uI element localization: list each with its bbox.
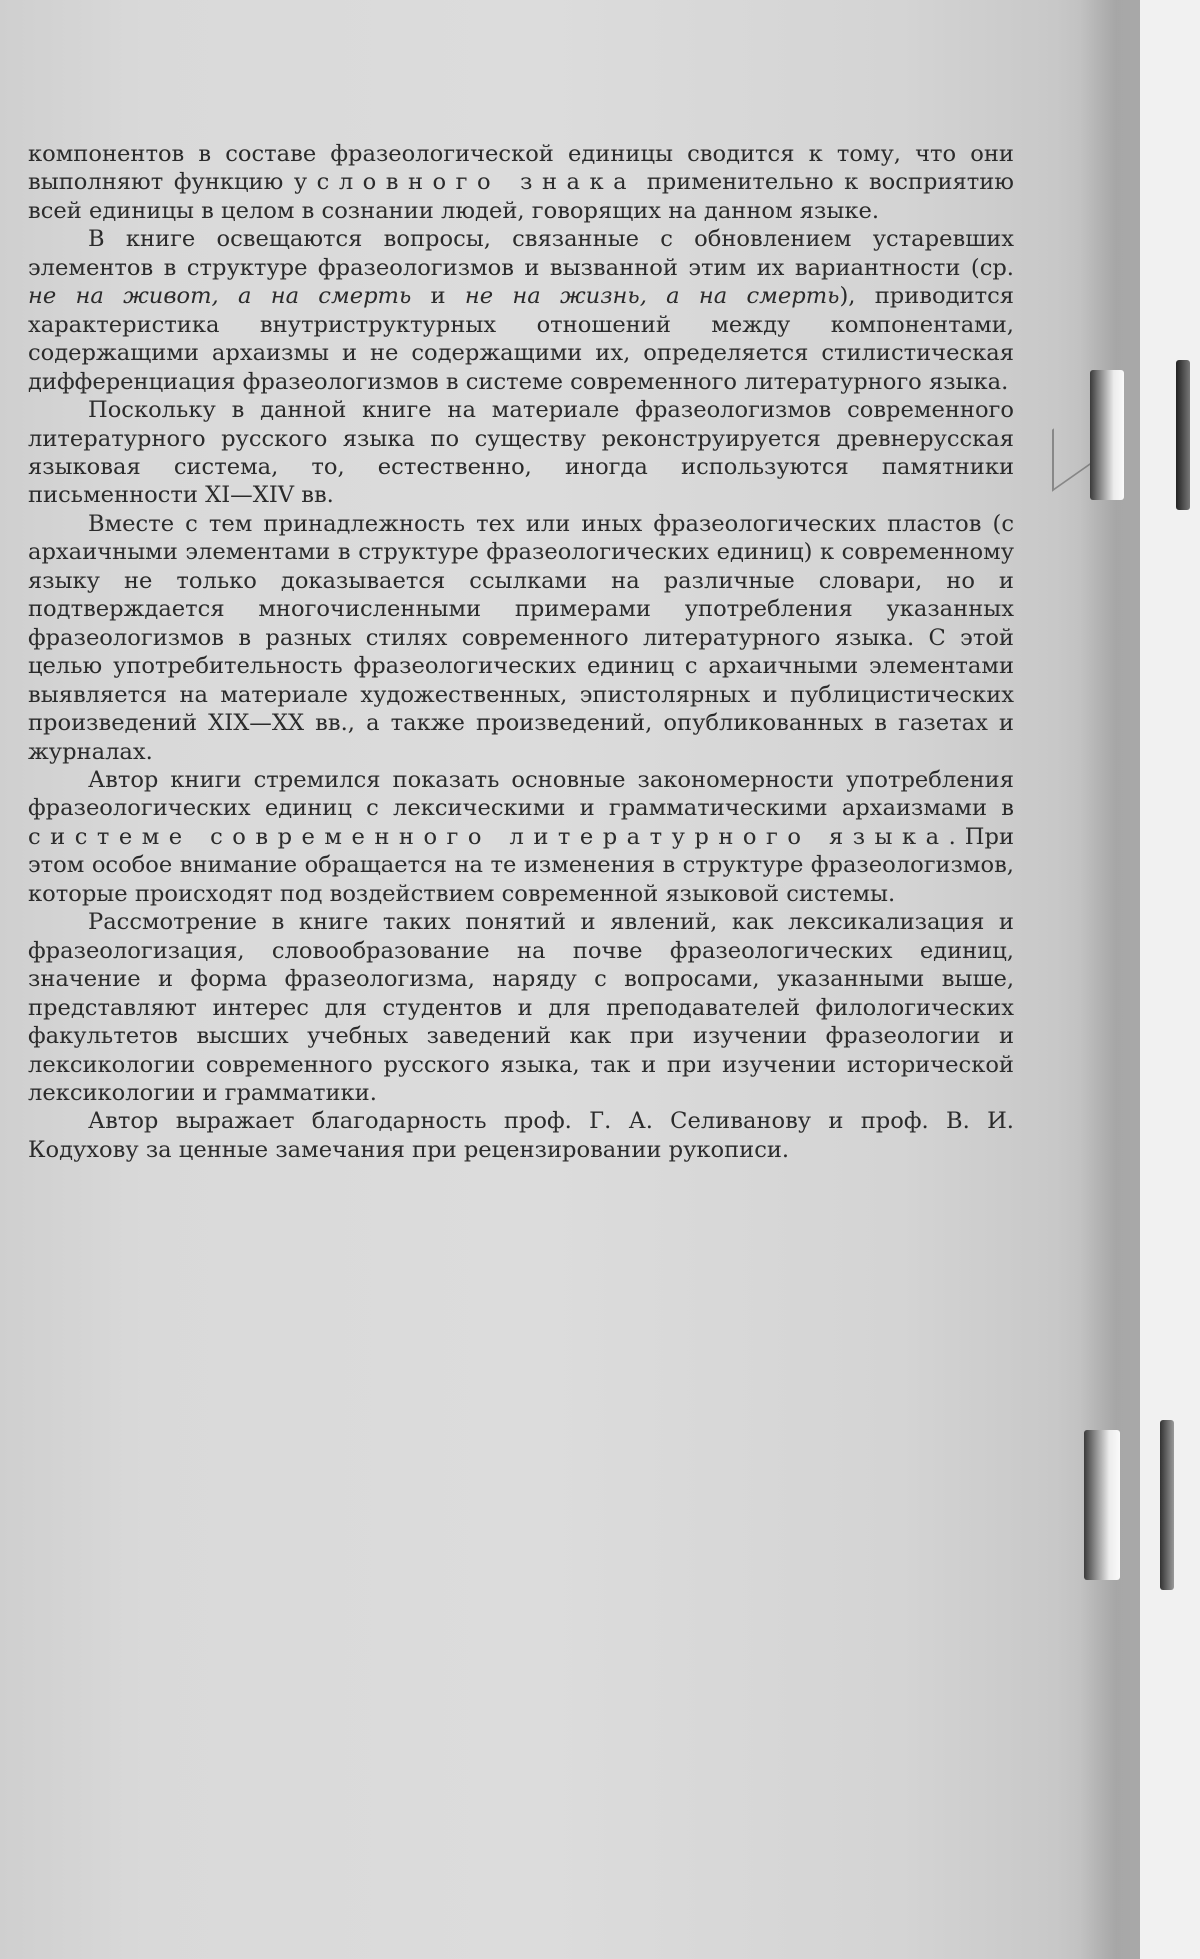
text-run: применительно к восприятию всей единицы в целом в сознании людей, говорящих на данном языке.: [28, 169, 1014, 224]
text-run: В книге освещаются вопросы, связанные с обновлением устаревших элементов в структуре фразеологизмов и вызванной этим их вариантности (ср.: [28, 226, 1014, 281]
text-run: Вместе с тем принадлежность тех или иных фразеологических пластов (с архаичными элементами в структуре фразеологических единиц) к современному языку не только доказывается ссылками на различные словари, но и подтверждается многочисленными примерами употребления указанных фразеологизмов в разных стилях современного литературного языка. С этой целью употребительность фразеологических единиц с архаичными элементами выявляется на материале художественных, эпистолярных и публицистических произведений XIX—XX вв., а также произведений, опубликованных в газетах и журналах.: [28, 510, 1014, 765]
text-run-italic: не на живот, а на смерть: [28, 283, 412, 310]
text-run: компонентов в составе фразеологической единицы сводится к тому, что они выполняют функцию: [28, 141, 1014, 196]
text-run: . При этом особое внимание обращается на те изменения в структуре фразеологизмов, которые происходят под воздействием современной языковой системы.: [28, 823, 1015, 907]
page-edge-shadow: [1080, 0, 1140, 1959]
paragraph: [28, 766, 1014, 908]
text-run-spaced: системе современного литературного языка: [28, 823, 949, 850]
body-text: [28, 140, 1014, 1164]
text-run: Рассмотрение в книге таких понятий и явлений, как лексикализация и фразеологизация, словообразование на почве фразеологических единиц, значение и форма фразеологизма, наряду с вопросами, указанными выше, представляют интерес для студентов и для преподавателей филологических факультетов высших учебных заведений как при изучении фразеологии и лексикологии современного русского языка, так и при изучении исторической лексикологии и грамматики.: [28, 909, 1014, 1106]
text-run-spaced: условного знака: [293, 169, 637, 196]
paragraph: [28, 396, 1014, 510]
binding-tab-upper: [1090, 370, 1124, 500]
text-run: ), приводится характеристика внутриструктурных отношений между компонентами, содержащими архаизмы и не содержащими их, определяется стилистическая дифференциация фразеологизмов в системе современного литературного языка.: [28, 283, 1014, 395]
paragraph: [28, 225, 1014, 396]
text-run: Поскольку в данной книге на материале фразеологизмов современного литературного русского языка по существу реконструируется древнерусская языковая система, то, естественно, иногда используются памятники письменности XI—XIV вв.: [28, 397, 1014, 509]
text-run: Автор книги стремился показать основные закономерности употребления фразеологических единиц с лексическими и грамматическими архаизмами в: [28, 766, 1014, 822]
page-edge-right: [1140, 0, 1200, 1959]
text-run: и: [411, 283, 465, 310]
binding-tab-lower-edge: [1160, 1420, 1174, 1590]
paragraph: [28, 140, 1014, 225]
paragraph: [28, 908, 1014, 1107]
binding-tab-lower: [1084, 1430, 1120, 1580]
paragraph: [28, 1107, 1014, 1164]
text-run: Автор выражает благодарность проф. Г. А. Селиванову и проф. В. И. Кодухову за ценные замечания при рецензировании рукописи.: [28, 1108, 1014, 1163]
paragraph: [28, 510, 1014, 766]
text-run-italic: не на жизнь, а на смерть: [464, 283, 840, 310]
binding-tab-upper-edge: [1176, 360, 1190, 510]
